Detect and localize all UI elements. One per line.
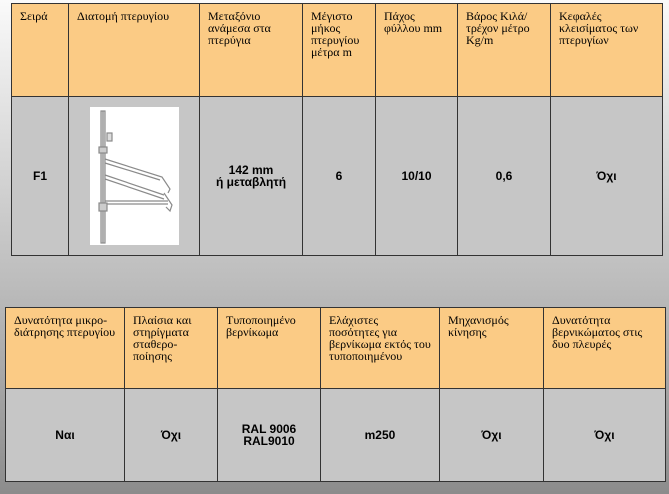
header-spacing: Μεταξόνιο ανάμεσα στα πτερύγια [200,4,303,97]
cell-series: F1 [12,97,69,256]
header-end-caps: Κεφαλές κλεισίματος των πτερυγίων [551,4,663,97]
cell-max-length: 6 [303,97,376,256]
table1-header-row [12,4,663,97]
cell-mechanism: Όχι [440,389,544,482]
table2-data-row [6,389,666,482]
specs-table-2 [5,307,666,482]
header-min-quantity: Ελάχιστες ποσότητες για βερνίκωμα εκτός του τυποποιημένου [321,308,440,389]
spacing-value: 142 mm [228,163,274,177]
header-double-side-paint: Δυνατότητα βερνικώματος στις δυο πλευρές [544,308,666,389]
cell-double-side-paint: Όχι [544,389,666,482]
spacing-note: ή μεταβλητή [215,175,287,189]
header-frames-supports: Πλαίσια και στηρίγματα σταθερο-ποίησης [125,308,218,389]
fin-profile-drawing [90,107,179,245]
cell-profile [69,97,200,256]
table1-data-row [12,97,663,256]
cell-standard-paint [218,389,321,482]
paint-ral-1: RAL 9006 [241,422,297,436]
cell-min-quantity: m250 [321,389,440,482]
header-profile: Διατομή πτερυγίου [69,4,200,97]
cell-end-caps: Όχι [551,97,663,256]
fin-profile-image [90,107,179,245]
cell-frames-supports: Όχι [125,389,218,482]
table2-header-row [6,308,666,389]
header-micro-perforation: Δυνατότητα μικρο-διάτρησης πτερυγίου [6,308,125,389]
header-mechanism: Μηχανισμός κίνησης [440,308,544,389]
header-series: Σειρά [12,4,69,97]
header-weight: Βάρος Κιλά/τρέχον μέτρο Kg/m [458,4,551,97]
paint-ral-2: RAL9010 [243,434,295,448]
cell-thickness: 10/10 [376,97,458,256]
cell-spacing [200,97,303,256]
header-standard-paint: Τυποποιημένο βερνίκωμα [218,308,321,389]
header-max-length: Μέγιστο μήκος πτερυγίου μέτρα m [303,4,376,97]
cell-micro-perforation: Ναι [6,389,125,482]
specs-table-1 [11,3,663,256]
cell-weight: 0,6 [458,97,551,256]
header-thickness: Πάχος φύλλου mm [376,4,458,97]
